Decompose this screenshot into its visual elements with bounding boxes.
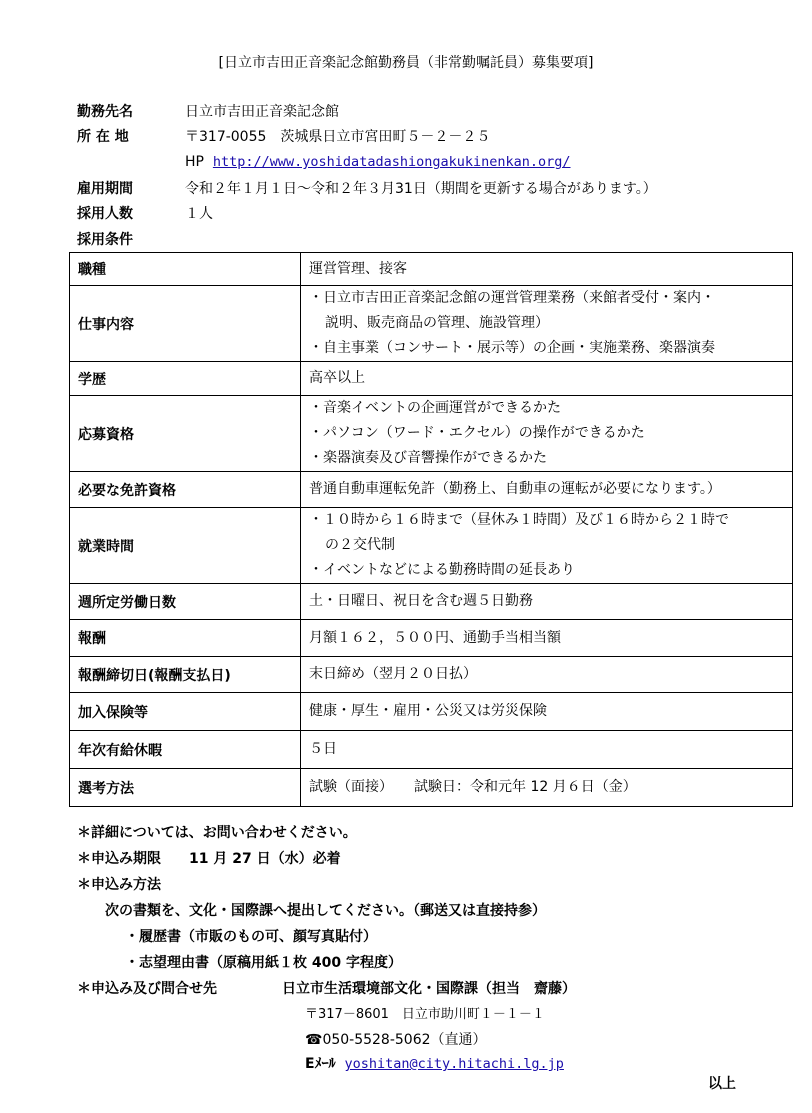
table-row xyxy=(70,286,793,362)
email-link[interactable]: yoshitan@city.hitachi.lg.jp xyxy=(344,1056,564,1072)
row-value-line: ・パソコン（ワード・エクセル）の操作ができるかた xyxy=(309,425,645,441)
email-label: Eﾒｰﾙ xyxy=(305,1056,336,1072)
page-title: [日立市吉田正音楽記念館勤務員（非常勤嘱託員）募集要項] xyxy=(218,55,594,71)
row-value-line: ・楽器演奏及び音響操作ができるかた xyxy=(309,450,547,466)
end-mark: 以上 xyxy=(708,1076,736,1092)
contact-label: ＊申込み及び問合せ先 xyxy=(77,981,217,997)
address-value: 〒317-0055 茨城県日立市宮田町５－２－２５ xyxy=(185,129,491,145)
row-value-line: 運営管理、接客 xyxy=(309,260,407,277)
row-value xyxy=(301,769,793,807)
row-label: 選考方法 xyxy=(70,769,301,807)
row-value-line: 普通自動車運転免許（勤務上、自動車の運転が必要になります。） xyxy=(309,481,721,497)
row-value-line: 末日締め（翌月２０日払） xyxy=(309,666,477,682)
row-value-line: 月額１６２，５００円、通勤手当相当額 xyxy=(309,629,561,646)
row-label: 学歴 xyxy=(70,362,301,396)
row-value-line: ・日立市吉田正音楽記念館の運営管理業務（来館者受付・案内・ xyxy=(309,290,715,306)
doc-motivation: ・志望理由書（原稿用紙１枚 400 字程度） xyxy=(125,955,402,971)
hp-label: HP xyxy=(185,154,204,170)
table-row xyxy=(70,253,793,286)
row-value-line: ・イベントなどによる勤務時間の延長あり xyxy=(309,562,575,578)
conditions-label: 採用条件 xyxy=(77,232,133,248)
workplace-row xyxy=(77,101,339,123)
table-row xyxy=(70,620,793,657)
row-label: 必要な免許資格 xyxy=(70,472,301,508)
row-label: 報酬締切日(報酬支払日) xyxy=(70,657,301,693)
contact-address: 〒317－8601 日立市助川町１－１－１ xyxy=(305,1007,545,1022)
table-row xyxy=(70,396,793,472)
table-row xyxy=(70,472,793,508)
table-row xyxy=(70,584,793,620)
row-label: 週所定労働日数 xyxy=(70,584,301,620)
row-value-line: ・１０時から１６時まで（昼休み１時間）及び１６時から２１時で xyxy=(309,512,729,528)
method-label: ＊申込み方法 xyxy=(77,877,161,893)
deadline-text: ＊申込み期限 11 月 27 日（水）必着 xyxy=(77,851,341,867)
row-value xyxy=(301,693,793,731)
count-row xyxy=(77,203,213,225)
row-value xyxy=(301,472,793,508)
row-value-line: ・自主事業（コンサート・展示等）の企画・実施業務、楽器演奏 xyxy=(309,340,715,356)
table-row xyxy=(70,657,793,693)
contact-email-row xyxy=(305,1051,564,1077)
doc-resume: ・履歴書（市販のもの可、顔写真貼付） xyxy=(125,929,377,945)
row-label: 年次有給休暇 xyxy=(70,731,301,769)
row-value-line: 高卒以上 xyxy=(309,370,365,386)
table-row xyxy=(70,362,793,396)
row-value xyxy=(301,731,793,769)
row-value xyxy=(301,657,793,693)
workplace-value: 日立市吉田正音楽記念館 xyxy=(185,104,339,120)
address-row xyxy=(77,126,490,148)
row-value xyxy=(301,253,793,286)
row-value-line: 健康・厚生・雇用・公災又は労災保険 xyxy=(309,703,547,719)
row-value-line: ５日 xyxy=(309,741,337,757)
row-value-line: 説明、販売商品の管理、施設管理） xyxy=(325,315,549,331)
row-label: 職種 xyxy=(70,253,301,286)
row-label: 仕事内容 xyxy=(70,286,301,362)
method-text: 次の書類を、文化・国際課へ提出してください。（郵送又は直接持参） xyxy=(105,903,546,919)
conditions-table xyxy=(69,252,793,807)
hp-link[interactable]: http://www.yoshidatadashiongakukinenkan.org/ xyxy=(212,154,571,170)
table-row xyxy=(70,769,793,807)
hp-row xyxy=(77,151,571,173)
row-value xyxy=(301,584,793,620)
table-row xyxy=(70,731,793,769)
row-value xyxy=(301,362,793,396)
address-label: 所 在 地 xyxy=(77,129,129,145)
row-value xyxy=(301,620,793,657)
period-row xyxy=(77,178,657,200)
row-label: 就業時間 xyxy=(70,508,301,584)
row-value-line: 試験（面接） 試験日：令和元年 12 月６日（金） xyxy=(309,779,637,795)
row-label: 応募資格 xyxy=(70,396,301,472)
count-label: 採用人数 xyxy=(77,206,133,222)
table-row xyxy=(70,693,793,731)
row-value xyxy=(301,396,793,472)
row-value xyxy=(301,508,793,584)
contact-phone: ☎050-5528-5062（直通） xyxy=(305,1032,487,1048)
row-value xyxy=(301,286,793,362)
contact-dept: 日立市生活環境部文化・国際課（担当 齋藤） xyxy=(282,981,576,997)
workplace-label: 勤務先名 xyxy=(77,104,133,120)
row-value-line: 土・日曜日、祝日を含む週５日勤務 xyxy=(309,593,533,609)
row-value-line: ・音楽イベントの企画運営ができるかた xyxy=(309,400,561,416)
row-value-line: の２交代制 xyxy=(325,537,395,553)
row-label: 報酬 xyxy=(70,620,301,657)
table-row xyxy=(70,508,793,584)
period-label: 雇用期間 xyxy=(77,181,133,197)
count-value: １人 xyxy=(185,206,213,222)
note-detail: ＊詳細については、お問い合わせください。 xyxy=(77,825,357,841)
row-label: 加入保険等 xyxy=(70,693,301,731)
period-value: 令和２年１月１日～令和２年３月31日（期間を更新する場合があります。） xyxy=(185,181,657,197)
